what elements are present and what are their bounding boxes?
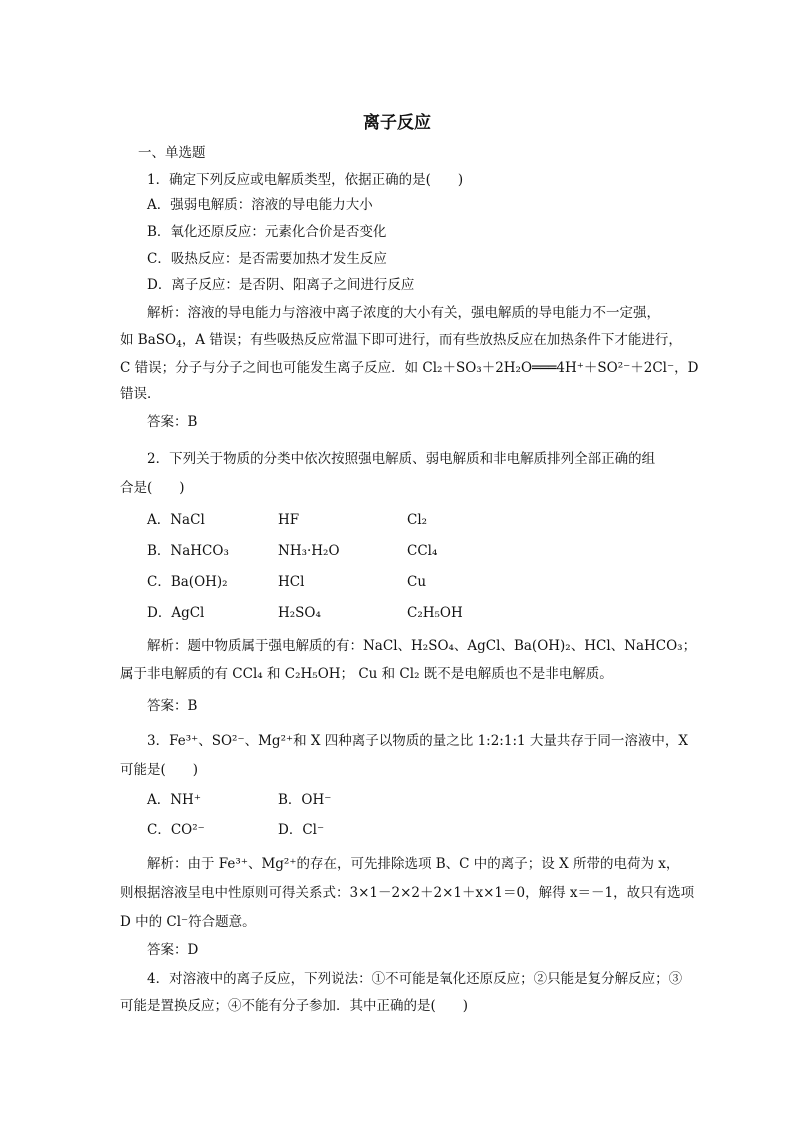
q3-option-d: D．Cl⁻ bbox=[278, 822, 325, 838]
section-heading: 一、单选题 bbox=[138, 145, 206, 161]
q1-analysis-line4: 错误． bbox=[120, 386, 161, 402]
q1-option-d: D．离子反应：是否阴、阳离子之间进行反应 bbox=[147, 277, 415, 293]
q2-row-d-weak: H₂SO₄ bbox=[278, 605, 321, 621]
q2-row-c-non: Cu bbox=[407, 574, 427, 590]
q1-analysis-line1: 解析：溶液的导电能力与溶液中离子浓度的大小有关，强电解质的导电能力不一定强， bbox=[147, 305, 660, 321]
q2-analysis-line2: 属于非电解质的有 CCl₄ 和 C₂H₅OH； Cu 和 Cl₂ 既不是电解质也不是非电解质。 bbox=[120, 666, 613, 682]
q1-analysis-line3: C 错误；分子与分子之间也可能发生离子反应．如 Cl₂＋SO₃＋2H₂O═══4H⁺＋SO²⁻＋2Cl⁻，D bbox=[120, 360, 699, 376]
page-title: 离子反应 bbox=[363, 113, 431, 133]
q3-stem-line2: 可能是( ) bbox=[120, 762, 199, 778]
q3-analysis-line3: D 中的 Cl⁻符合题意。 bbox=[120, 914, 256, 930]
q1-option-b: B．氧化还原反应：元素化合价是否变化 bbox=[147, 224, 387, 240]
q3-option-a: A．NH⁺ bbox=[147, 792, 201, 808]
q2-row-b-non: CCl₄ bbox=[407, 543, 438, 559]
q1-analysis-line2-post: ，A 错误；有些吸热反应常温下即可进行，而有些放热反应在加热条件下才能进行， bbox=[181, 332, 682, 348]
q2-answer: 答案：B bbox=[147, 698, 198, 714]
q1-option-c: C．吸热反应：是否需要加热才发生反应 bbox=[147, 251, 387, 267]
q2-row-a-weak: HF bbox=[278, 512, 300, 528]
q2-row-a-non: Cl₂ bbox=[407, 512, 428, 528]
q3-option-c: C．CO²⁻ bbox=[147, 822, 205, 838]
q2-row-b-strong: B．NaHCO₃ bbox=[147, 543, 229, 559]
q2-row-d-strong: D．AgCl bbox=[147, 605, 205, 621]
q1-answer: 答案：B bbox=[147, 414, 198, 430]
q2-analysis-line1: 解析：题中物质属于强电解质的有：NaCl、H₂SO₄、AgCl、Ba(OH)₂、HCl、NaHCO₃； bbox=[147, 638, 697, 654]
q3-answer: 答案：D bbox=[147, 942, 199, 958]
q3-stem-line1: 3．Fe³⁺、SO²⁻、Mg²⁺和 X 四种离子以物质的量之比 1:2:1:1 大量共存于同一溶液中，X bbox=[147, 733, 688, 749]
q1-option-a: A．强弱电解质：溶液的导电能力大小 bbox=[147, 197, 373, 213]
q3-analysis-line2: 则根据溶液呈电中性原则可得关系式：3×1－2×2＋2×1＋x×1＝0，解得 x＝－1，故只有选项 bbox=[120, 885, 695, 901]
q4-stem-line2: 可能是置换反应；④不能有分子参加．其中正确的是( ) bbox=[120, 998, 469, 1014]
q1-analysis-line2: 如 BaSO$_4$，A 错误；有些吸热反应常温下即可进行，而有些放热反应在加热条件下才能进行， bbox=[120, 332, 682, 350]
q1-analysis-line2-pre: 如 BaSO bbox=[120, 332, 177, 348]
q2-stem-line2: 合是( ) bbox=[120, 480, 185, 496]
q3-option-b: B．OH⁻ bbox=[278, 792, 332, 808]
q2-row-a-strong: A．NaCl bbox=[147, 512, 205, 528]
q3-analysis-line1: 解析：由于 Fe³⁺、Mg²⁺的存在，可先排除选项 B、C 中的离子；设 X 所带的电荷为 x， bbox=[147, 856, 680, 872]
q4-stem-line1: 4．对溶液中的离子反应，下列说法：①不可能是氧化还原反应；②只能是复分解反应；③ bbox=[147, 971, 683, 987]
q2-row-c-strong: C．Ba(OH)₂ bbox=[147, 574, 228, 590]
q1-stem: 1．确定下列反应或电解质类型，依据正确的是( ) bbox=[147, 172, 464, 188]
q2-stem-line1: 2．下列关于物质的分类中依次按照强电解质、弱电解质和非电解质排列全部正确的组 bbox=[147, 451, 656, 467]
q2-row-b-weak: NH₃·H₂O bbox=[278, 543, 340, 559]
q2-row-c-weak: HCl bbox=[278, 574, 305, 590]
q2-row-d-non: C₂H₅OH bbox=[407, 605, 463, 621]
